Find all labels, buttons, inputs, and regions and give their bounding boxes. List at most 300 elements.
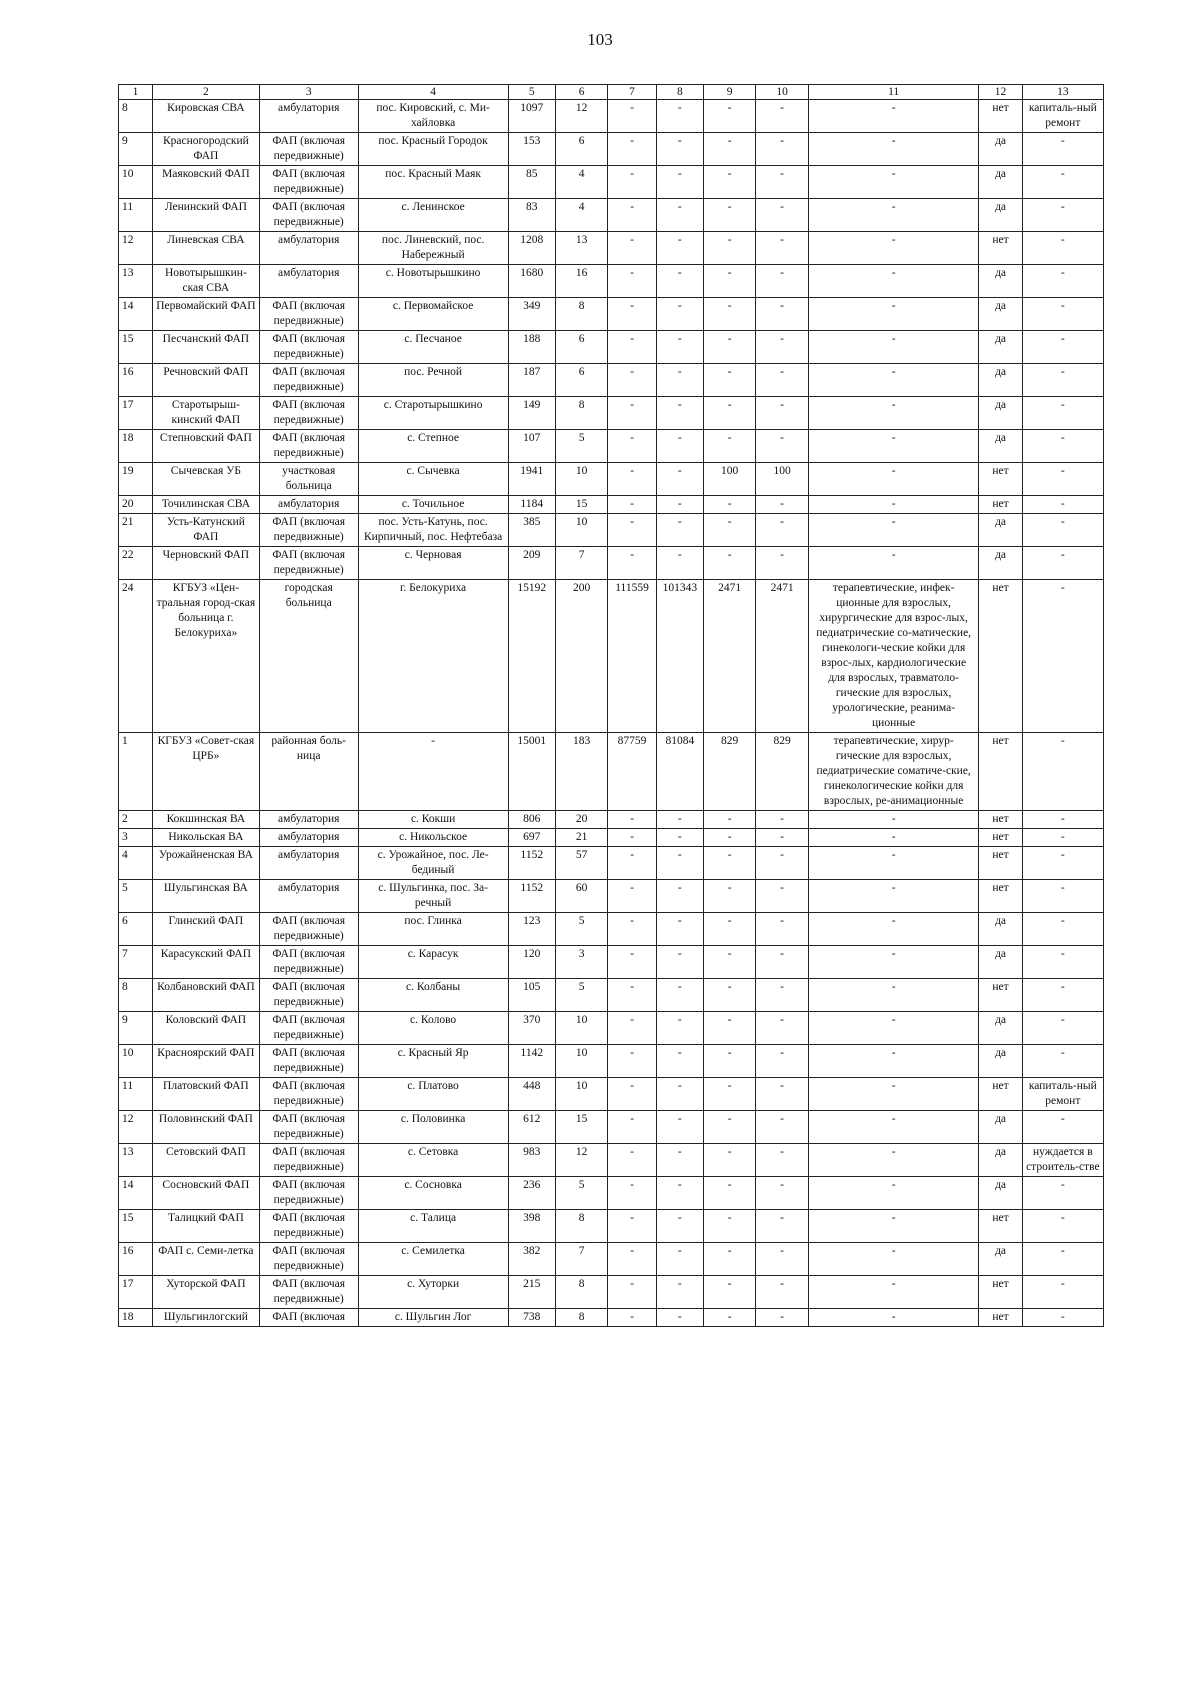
table-row bbox=[119, 298, 1104, 331]
value-col10-cell: - bbox=[756, 1045, 808, 1078]
required-action-cell: - bbox=[1022, 514, 1103, 547]
facility-type-cell: амбулатория bbox=[259, 880, 358, 913]
value-col10-cell: - bbox=[756, 847, 808, 880]
settlement-cell: с. Колбаны bbox=[358, 979, 508, 1012]
facility-name-cell: Талицкий ФАП bbox=[152, 1210, 259, 1243]
row-number-cell: 17 bbox=[119, 397, 153, 430]
beds-or-staff-cell: 15 bbox=[555, 1111, 607, 1144]
facility-name-cell: Сосновский ФАП bbox=[152, 1177, 259, 1210]
required-action-cell: - bbox=[1022, 733, 1103, 811]
table-row bbox=[119, 1045, 1104, 1078]
row-number-cell: 5 bbox=[119, 880, 153, 913]
compliance-flag-cell: да bbox=[979, 913, 1022, 946]
required-action-cell: - bbox=[1022, 979, 1103, 1012]
value-col7-cell: - bbox=[608, 514, 656, 547]
facility-name-cell: Песчанский ФАП bbox=[152, 331, 259, 364]
facility-name-cell: Шульгинлогский bbox=[152, 1309, 259, 1327]
value-col8-cell: - bbox=[656, 364, 703, 397]
required-action-cell: - bbox=[1022, 913, 1103, 946]
value-col10-cell: - bbox=[756, 265, 808, 298]
value-col7-cell: - bbox=[608, 979, 656, 1012]
value-col8-cell: - bbox=[656, 265, 703, 298]
compliance-flag-cell: нет bbox=[979, 496, 1022, 514]
settlement-cell: с. Степное bbox=[358, 430, 508, 463]
row-number-cell: 19 bbox=[119, 463, 153, 496]
table-header-row bbox=[119, 85, 1104, 100]
population-cell: 612 bbox=[508, 1111, 555, 1144]
facility-name-cell: Маяковский ФАП bbox=[152, 166, 259, 199]
beds-or-staff-cell: 7 bbox=[555, 1243, 607, 1276]
value-col8-cell: - bbox=[656, 1243, 703, 1276]
column-header-11: 11 bbox=[808, 85, 979, 100]
beds-or-staff-cell: 12 bbox=[555, 1144, 607, 1177]
value-col7-cell: - bbox=[608, 1210, 656, 1243]
bed-profiles-cell: - bbox=[808, 232, 979, 265]
value-col10-cell: - bbox=[756, 397, 808, 430]
value-col10-cell: - bbox=[756, 946, 808, 979]
facility-name-cell: КГБУЗ «Совет-ская ЦРБ» bbox=[152, 733, 259, 811]
compliance-flag-cell: нет bbox=[979, 1210, 1022, 1243]
value-col8-cell: - bbox=[656, 829, 703, 847]
population-cell: 1097 bbox=[508, 100, 555, 133]
value-col9-cell: - bbox=[703, 397, 755, 430]
value-col7-cell: - bbox=[608, 133, 656, 166]
compliance-flag-cell: нет bbox=[979, 580, 1022, 733]
bed-profiles-cell: терапевтические, инфек-ционные для взрослых, хирургические для взрос-лых, педиатрические со-матические, гинекологи-ческие койки для взрос-лых, кардиологические для взрослых, травматоло-гические для взрослых, урологические, реанима-ционные bbox=[808, 580, 979, 733]
value-col8-cell: - bbox=[656, 514, 703, 547]
compliance-flag-cell: да bbox=[979, 1177, 1022, 1210]
compliance-flag-cell: нет bbox=[979, 829, 1022, 847]
settlement-cell: с. Песчаное bbox=[358, 331, 508, 364]
beds-or-staff-cell: 10 bbox=[555, 514, 607, 547]
beds-or-staff-cell: 12 bbox=[555, 100, 607, 133]
beds-or-staff-cell: 6 bbox=[555, 133, 607, 166]
column-header-8: 8 bbox=[656, 85, 703, 100]
facility-type-cell: амбулатория bbox=[259, 811, 358, 829]
table-row bbox=[119, 1309, 1104, 1327]
value-col9-cell: - bbox=[703, 847, 755, 880]
facility-type-cell: ФАП (включая передвижные) bbox=[259, 913, 358, 946]
bed-profiles-cell: - bbox=[808, 100, 979, 133]
bed-profiles-cell: - bbox=[808, 829, 979, 847]
beds-or-staff-cell: 15 bbox=[555, 496, 607, 514]
value-col8-cell: - bbox=[656, 232, 703, 265]
required-action-cell: - bbox=[1022, 364, 1103, 397]
population-cell: 1152 bbox=[508, 847, 555, 880]
value-col7-cell: - bbox=[608, 199, 656, 232]
value-col10-cell: - bbox=[756, 811, 808, 829]
population-cell: 349 bbox=[508, 298, 555, 331]
facility-type-cell: ФАП (включая передвижные) bbox=[259, 1177, 358, 1210]
value-col7-cell: - bbox=[608, 1045, 656, 1078]
settlement-cell: с. Ленинское bbox=[358, 199, 508, 232]
settlement-cell: пос. Глинка bbox=[358, 913, 508, 946]
value-col7-cell: - bbox=[608, 1012, 656, 1045]
value-col9-cell: - bbox=[703, 547, 755, 580]
value-col8-cell: - bbox=[656, 100, 703, 133]
row-number-cell: 11 bbox=[119, 1078, 153, 1111]
required-action-cell: - bbox=[1022, 1111, 1103, 1144]
value-col10-cell: - bbox=[756, 1177, 808, 1210]
required-action-cell: - bbox=[1022, 133, 1103, 166]
table-row bbox=[119, 331, 1104, 364]
population-cell: 385 bbox=[508, 514, 555, 547]
required-action-cell: - bbox=[1022, 1309, 1103, 1327]
compliance-flag-cell: да bbox=[979, 547, 1022, 580]
value-col10-cell: - bbox=[756, 166, 808, 199]
facility-type-cell: амбулатория bbox=[259, 829, 358, 847]
facility-type-cell: ФАП (включая передвижные) bbox=[259, 1012, 358, 1045]
column-header-1: 1 bbox=[119, 85, 153, 100]
row-number-cell: 15 bbox=[119, 331, 153, 364]
population-cell: 398 bbox=[508, 1210, 555, 1243]
value-col9-cell: - bbox=[703, 1243, 755, 1276]
settlement-cell: с. Хуторки bbox=[358, 1276, 508, 1309]
beds-or-staff-cell: 5 bbox=[555, 913, 607, 946]
row-number-cell: 22 bbox=[119, 547, 153, 580]
row-number-cell: 10 bbox=[119, 1045, 153, 1078]
facility-name-cell: Шульгинская ВА bbox=[152, 880, 259, 913]
facility-type-cell: ФАП (включая передвижные) bbox=[259, 166, 358, 199]
value-col7-cell: - bbox=[608, 397, 656, 430]
table-row bbox=[119, 733, 1104, 811]
population-cell: 1142 bbox=[508, 1045, 555, 1078]
required-action-cell: - bbox=[1022, 463, 1103, 496]
value-col9-cell: - bbox=[703, 331, 755, 364]
required-action-cell: - bbox=[1022, 397, 1103, 430]
value-col7-cell: - bbox=[608, 166, 656, 199]
table-row bbox=[119, 880, 1104, 913]
settlement-cell: с. Половинка bbox=[358, 1111, 508, 1144]
value-col9-cell: - bbox=[703, 1177, 755, 1210]
value-col9-cell: - bbox=[703, 1045, 755, 1078]
facility-type-cell: ФАП (включая bbox=[259, 1309, 358, 1327]
value-col9-cell: - bbox=[703, 1078, 755, 1111]
beds-or-staff-cell: 8 bbox=[555, 1210, 607, 1243]
compliance-flag-cell: да bbox=[979, 166, 1022, 199]
bed-profiles-cell: - bbox=[808, 463, 979, 496]
facility-name-cell: Коловский ФАП bbox=[152, 1012, 259, 1045]
facility-name-cell: Старотырыш-кинский ФАП bbox=[152, 397, 259, 430]
beds-or-staff-cell: 3 bbox=[555, 946, 607, 979]
population-cell: 153 bbox=[508, 133, 555, 166]
required-action-cell: - bbox=[1022, 829, 1103, 847]
value-col9-cell: - bbox=[703, 514, 755, 547]
value-col8-cell: - bbox=[656, 331, 703, 364]
facility-type-cell: амбулатория bbox=[259, 496, 358, 514]
settlement-cell: пос. Красный Городок bbox=[358, 133, 508, 166]
value-col10-cell: 2471 bbox=[756, 580, 808, 733]
population-cell: 1680 bbox=[508, 265, 555, 298]
table-row bbox=[119, 829, 1104, 847]
compliance-flag-cell: да bbox=[979, 1045, 1022, 1078]
facility-type-cell: амбулатория bbox=[259, 265, 358, 298]
value-col8-cell: - bbox=[656, 199, 703, 232]
table-row bbox=[119, 364, 1104, 397]
compliance-flag-cell: нет bbox=[979, 232, 1022, 265]
value-col8-cell: - bbox=[656, 1078, 703, 1111]
value-col10-cell: - bbox=[756, 331, 808, 364]
facility-type-cell: ФАП (включая передвижные) bbox=[259, 946, 358, 979]
value-col8-cell: - bbox=[656, 547, 703, 580]
beds-or-staff-cell: 6 bbox=[555, 364, 607, 397]
required-action-cell: - bbox=[1022, 847, 1103, 880]
row-number-cell: 8 bbox=[119, 979, 153, 1012]
table-row bbox=[119, 580, 1104, 733]
required-action-cell: - bbox=[1022, 1243, 1103, 1276]
row-number-cell: 4 bbox=[119, 847, 153, 880]
value-col9-cell: 100 bbox=[703, 463, 755, 496]
population-cell: 15192 bbox=[508, 580, 555, 733]
settlement-cell: с. Семилетка bbox=[358, 1243, 508, 1276]
bed-profiles-cell: - bbox=[808, 811, 979, 829]
value-col10-cell: - bbox=[756, 829, 808, 847]
compliance-flag-cell: нет bbox=[979, 1078, 1022, 1111]
table-row bbox=[119, 514, 1104, 547]
required-action-cell: - bbox=[1022, 880, 1103, 913]
column-header-13: 13 bbox=[1022, 85, 1103, 100]
population-cell: 83 bbox=[508, 199, 555, 232]
value-col9-cell: - bbox=[703, 1111, 755, 1144]
population-cell: 236 bbox=[508, 1177, 555, 1210]
value-col7-cell: - bbox=[608, 1243, 656, 1276]
row-number-cell: 14 bbox=[119, 1177, 153, 1210]
facility-type-cell: районная боль-ница bbox=[259, 733, 358, 811]
population-cell: 738 bbox=[508, 1309, 555, 1327]
value-col10-cell: - bbox=[756, 298, 808, 331]
value-col8-cell: - bbox=[656, 1177, 703, 1210]
value-col7-cell: - bbox=[608, 331, 656, 364]
facility-name-cell: Первомайский ФАП bbox=[152, 298, 259, 331]
compliance-flag-cell: да bbox=[979, 199, 1022, 232]
value-col7-cell: - bbox=[608, 364, 656, 397]
column-header-12: 12 bbox=[979, 85, 1022, 100]
facility-type-cell: ФАП (включая передвижные) bbox=[259, 979, 358, 1012]
bed-profiles-cell: - bbox=[808, 1276, 979, 1309]
bed-profiles-cell: - bbox=[808, 1210, 979, 1243]
page-number: 103 bbox=[587, 30, 613, 49]
bed-profiles-cell: терапевтические, хирур-гические для взрослых, педиатрические соматиче-ские, гинекологические койки для взрослых, ре-анимационные bbox=[808, 733, 979, 811]
table-row bbox=[119, 199, 1104, 232]
value-col10-cell: - bbox=[756, 913, 808, 946]
table-row bbox=[119, 265, 1104, 298]
row-number-cell: 13 bbox=[119, 265, 153, 298]
population-cell: 123 bbox=[508, 913, 555, 946]
beds-or-staff-cell: 20 bbox=[555, 811, 607, 829]
facility-name-cell: Урожайненская ВА bbox=[152, 847, 259, 880]
settlement-cell: пос. Линевский, пос. Набережный bbox=[358, 232, 508, 265]
bed-profiles-cell: - bbox=[808, 430, 979, 463]
beds-or-staff-cell: 13 bbox=[555, 232, 607, 265]
facility-name-cell: Глинский ФАП bbox=[152, 913, 259, 946]
value-col9-cell: - bbox=[703, 1144, 755, 1177]
value-col10-cell: - bbox=[756, 1309, 808, 1327]
value-col8-cell: - bbox=[656, 298, 703, 331]
row-number-cell: 12 bbox=[119, 232, 153, 265]
facility-name-cell: Новотырышкин-ская СВА bbox=[152, 265, 259, 298]
population-cell: 188 bbox=[508, 331, 555, 364]
value-col9-cell: - bbox=[703, 829, 755, 847]
settlement-cell: с. Точильное bbox=[358, 496, 508, 514]
facility-name-cell: Половинский ФАП bbox=[152, 1111, 259, 1144]
compliance-flag-cell: нет bbox=[979, 733, 1022, 811]
table-row bbox=[119, 1210, 1104, 1243]
facility-name-cell: Степновский ФАП bbox=[152, 430, 259, 463]
value-col7-cell: - bbox=[608, 913, 656, 946]
value-col7-cell: - bbox=[608, 880, 656, 913]
row-number-cell: 21 bbox=[119, 514, 153, 547]
value-col9-cell: - bbox=[703, 232, 755, 265]
table-row bbox=[119, 166, 1104, 199]
facility-name-cell: Сетовский ФАП bbox=[152, 1144, 259, 1177]
population-cell: 983 bbox=[508, 1144, 555, 1177]
value-col8-cell: - bbox=[656, 133, 703, 166]
value-col10-cell: - bbox=[756, 1078, 808, 1111]
value-col10-cell: - bbox=[756, 199, 808, 232]
bed-profiles-cell: - bbox=[808, 496, 979, 514]
value-col9-cell: - bbox=[703, 496, 755, 514]
settlement-cell: с. Карасук bbox=[358, 946, 508, 979]
value-col8-cell: - bbox=[656, 1144, 703, 1177]
compliance-flag-cell: нет bbox=[979, 880, 1022, 913]
value-col8-cell: - bbox=[656, 430, 703, 463]
value-col7-cell: - bbox=[608, 496, 656, 514]
facility-type-cell: ФАП (включая передвижные) bbox=[259, 1144, 358, 1177]
compliance-flag-cell: да bbox=[979, 514, 1022, 547]
value-col9-cell: - bbox=[703, 100, 755, 133]
facility-name-cell: КГБУЗ «Цен-тральная город-ская больница г. Белокуриха» bbox=[152, 580, 259, 733]
row-number-cell: 24 bbox=[119, 580, 153, 733]
table-row bbox=[119, 979, 1104, 1012]
compliance-flag-cell: да bbox=[979, 946, 1022, 979]
value-col9-cell: - bbox=[703, 364, 755, 397]
value-col9-cell: - bbox=[703, 265, 755, 298]
beds-or-staff-cell: 5 bbox=[555, 979, 607, 1012]
population-cell: 15001 bbox=[508, 733, 555, 811]
value-col8-cell: - bbox=[656, 1210, 703, 1243]
settlement-cell: с. Красный Яр bbox=[358, 1045, 508, 1078]
facility-type-cell: ФАП (включая передвижные) bbox=[259, 1045, 358, 1078]
facility-name-cell: Красногородский ФАП bbox=[152, 133, 259, 166]
compliance-flag-cell: да bbox=[979, 1111, 1022, 1144]
settlement-cell: с. Сетовка bbox=[358, 1144, 508, 1177]
facility-name-cell: Кокшинская ВА bbox=[152, 811, 259, 829]
facility-type-cell: ФАП (включая передвижные) bbox=[259, 1243, 358, 1276]
table-row bbox=[119, 1276, 1104, 1309]
bed-profiles-cell: - bbox=[808, 1045, 979, 1078]
bed-profiles-cell: - bbox=[808, 1078, 979, 1111]
table-row bbox=[119, 1111, 1104, 1144]
required-action-cell: - bbox=[1022, 811, 1103, 829]
value-col10-cell: - bbox=[756, 1144, 808, 1177]
facility-name-cell: Линевская СВА bbox=[152, 232, 259, 265]
value-col9-cell: - bbox=[703, 913, 755, 946]
value-col9-cell: - bbox=[703, 1309, 755, 1327]
bed-profiles-cell: - bbox=[808, 547, 979, 580]
required-action-cell: капиталь-ный ремонт bbox=[1022, 1078, 1103, 1111]
population-cell: 1152 bbox=[508, 880, 555, 913]
value-col9-cell: - bbox=[703, 133, 755, 166]
value-col8-cell: - bbox=[656, 166, 703, 199]
facility-name-cell: Хуторской ФАП bbox=[152, 1276, 259, 1309]
compliance-flag-cell: нет bbox=[979, 1276, 1022, 1309]
table-row bbox=[119, 1078, 1104, 1111]
settlement-cell: с. Шульгинка, пос. За-речный bbox=[358, 880, 508, 913]
settlement-cell: с. Никольское bbox=[358, 829, 508, 847]
facility-type-cell: участковая больница bbox=[259, 463, 358, 496]
value-col8-cell: - bbox=[656, 913, 703, 946]
facilities-table-wrapper bbox=[118, 84, 1104, 1327]
value-col9-cell: - bbox=[703, 979, 755, 1012]
required-action-cell: - bbox=[1022, 946, 1103, 979]
settlement-cell: пос. Красный Маяк bbox=[358, 166, 508, 199]
value-col9-cell: 2471 bbox=[703, 580, 755, 733]
table-row bbox=[119, 496, 1104, 514]
value-col9-cell: 829 bbox=[703, 733, 755, 811]
column-header-3: 3 bbox=[259, 85, 358, 100]
row-number-cell: 6 bbox=[119, 913, 153, 946]
value-col7-cell: - bbox=[608, 547, 656, 580]
population-cell: 448 bbox=[508, 1078, 555, 1111]
value-col10-cell: - bbox=[756, 1243, 808, 1276]
row-number-cell: 8 bbox=[119, 100, 153, 133]
value-col8-cell: - bbox=[656, 1045, 703, 1078]
required-action-cell: - bbox=[1022, 199, 1103, 232]
settlement-cell: с. Талица bbox=[358, 1210, 508, 1243]
bed-profiles-cell: - bbox=[808, 1177, 979, 1210]
beds-or-staff-cell: 4 bbox=[555, 166, 607, 199]
compliance-flag-cell: да bbox=[979, 1243, 1022, 1276]
compliance-flag-cell: да bbox=[979, 133, 1022, 166]
compliance-flag-cell: да bbox=[979, 397, 1022, 430]
required-action-cell: - bbox=[1022, 166, 1103, 199]
facility-type-cell: ФАП (включая передвижные) bbox=[259, 547, 358, 580]
facility-name-cell: Никольская ВА bbox=[152, 829, 259, 847]
settlement-cell: с. Шульгин Лог bbox=[358, 1309, 508, 1327]
table-row bbox=[119, 847, 1104, 880]
facility-name-cell: Красноярский ФАП bbox=[152, 1045, 259, 1078]
value-col10-cell: - bbox=[756, 100, 808, 133]
row-number-cell: 9 bbox=[119, 1012, 153, 1045]
settlement-cell: с. Черновая bbox=[358, 547, 508, 580]
value-col7-cell: - bbox=[608, 1177, 656, 1210]
row-number-cell: 12 bbox=[119, 1111, 153, 1144]
population-cell: 105 bbox=[508, 979, 555, 1012]
beds-or-staff-cell: 200 bbox=[555, 580, 607, 733]
facility-type-cell: амбулатория bbox=[259, 100, 358, 133]
settlement-cell: пос. Речной bbox=[358, 364, 508, 397]
bed-profiles-cell: - bbox=[808, 133, 979, 166]
population-cell: 697 bbox=[508, 829, 555, 847]
value-col9-cell: - bbox=[703, 430, 755, 463]
facility-type-cell: ФАП (включая передвижные) bbox=[259, 1078, 358, 1111]
required-action-cell: - bbox=[1022, 496, 1103, 514]
value-col7-cell: - bbox=[608, 946, 656, 979]
value-col9-cell: - bbox=[703, 298, 755, 331]
value-col7-cell: - bbox=[608, 1144, 656, 1177]
row-number-cell: 7 bbox=[119, 946, 153, 979]
table-row bbox=[119, 133, 1104, 166]
value-col10-cell: - bbox=[756, 547, 808, 580]
beds-or-staff-cell: 8 bbox=[555, 1276, 607, 1309]
row-number-cell: 20 bbox=[119, 496, 153, 514]
value-col7-cell: - bbox=[608, 298, 656, 331]
value-col10-cell: - bbox=[756, 1111, 808, 1144]
column-header-10: 10 bbox=[756, 85, 808, 100]
value-col8-cell: - bbox=[656, 979, 703, 1012]
value-col8-cell: 81084 bbox=[656, 733, 703, 811]
required-action-cell: нуждается в строитель-стве bbox=[1022, 1144, 1103, 1177]
